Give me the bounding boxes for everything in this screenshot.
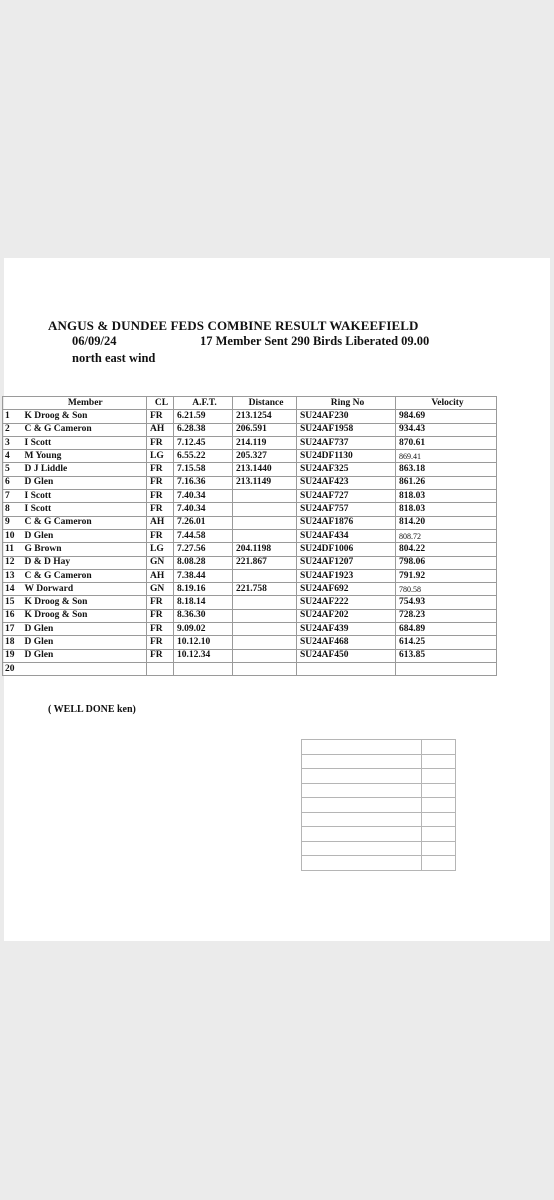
cell-arrival-time: 8.08.28 xyxy=(174,556,233,569)
cell-ring-number xyxy=(297,662,396,675)
cell-class: LG xyxy=(147,543,174,556)
cell-arrival-time xyxy=(174,662,233,675)
cell-arrival-time: 8.19.16 xyxy=(174,583,233,596)
cell-position: 6 xyxy=(3,476,22,489)
cell-member: M Young xyxy=(22,450,147,463)
cell-ring-number: SU24AF1876 xyxy=(297,516,396,529)
cell-class xyxy=(147,662,174,675)
column-header-cl: CL xyxy=(147,397,174,410)
cell-member: D & D Hay xyxy=(22,556,147,569)
cell-class: FR xyxy=(147,463,174,476)
cell-velocity: 861.26 xyxy=(396,476,497,489)
cell-position: 12 xyxy=(3,556,22,569)
blank-row xyxy=(302,841,456,856)
table-row xyxy=(3,569,497,582)
cell-member: K Droog & Son xyxy=(22,609,147,622)
cell-distance: 221.867 xyxy=(233,556,297,569)
cell-member: D Glen xyxy=(22,649,147,662)
table-row xyxy=(3,662,497,675)
cell-position: 17 xyxy=(3,623,22,636)
cell-arrival-time: 7.12.45 xyxy=(174,436,233,449)
cell-member: D Glen xyxy=(22,476,147,489)
cell-arrival-time: 6.21.59 xyxy=(174,410,233,423)
table-row xyxy=(3,636,497,649)
congratulation-note: ( WELL DONE ken) xyxy=(48,704,136,715)
table-row xyxy=(3,503,497,516)
race-date: 06/09/24 xyxy=(72,334,117,348)
cell-distance xyxy=(233,503,297,516)
cell-arrival-time: 10.12.10 xyxy=(174,636,233,649)
document-page xyxy=(4,258,550,941)
cell-member: I Scott xyxy=(22,503,147,516)
blank-cell xyxy=(422,827,456,842)
blank-cell xyxy=(302,841,422,856)
cell-distance: 214.119 xyxy=(233,436,297,449)
blank-row xyxy=(302,856,456,871)
table-row xyxy=(3,543,497,556)
cell-ring-number: SU24AF202 xyxy=(297,609,396,622)
cell-distance xyxy=(233,569,297,582)
blank-row xyxy=(302,798,456,813)
column-header-velocity: Velocity xyxy=(396,397,497,410)
cell-member: D J Liddle xyxy=(22,463,147,476)
cell-position: 11 xyxy=(3,543,22,556)
cell-velocity: 791.92 xyxy=(396,569,497,582)
cell-class: AH xyxy=(147,516,174,529)
results-table xyxy=(2,396,497,676)
cell-class: GN xyxy=(147,583,174,596)
cell-arrival-time: 7.40.34 xyxy=(174,503,233,516)
cell-class: FR xyxy=(147,503,174,516)
cell-position: 18 xyxy=(3,636,22,649)
cell-distance xyxy=(233,623,297,636)
cell-member: D Glen xyxy=(22,623,147,636)
cell-ring-number: SU24AF325 xyxy=(297,463,396,476)
blank-cell xyxy=(302,754,422,769)
cell-class: FR xyxy=(147,476,174,489)
cell-distance xyxy=(233,490,297,503)
cell-position: 15 xyxy=(3,596,22,609)
cell-member: C & G Cameron xyxy=(22,516,147,529)
cell-position: 9 xyxy=(3,516,22,529)
result-title: ANGUS & DUNDEE FEDS COMBINE RESULT WAKEEFIELD xyxy=(48,318,419,333)
cell-ring-number: SU24AF230 xyxy=(297,410,396,423)
cell-class: FR xyxy=(147,410,174,423)
cell-ring-number: SU24AF692 xyxy=(297,583,396,596)
cell-velocity: 728.23 xyxy=(396,609,497,622)
cell-position: 16 xyxy=(3,609,22,622)
cell-ring-number: SU24AF727 xyxy=(297,490,396,503)
cell-position: 20 xyxy=(3,662,22,675)
cell-position: 5 xyxy=(3,463,22,476)
cell-class: FR xyxy=(147,490,174,503)
column-header-distance: Distance xyxy=(233,397,297,410)
blank-cell xyxy=(302,812,422,827)
cell-ring-number: SU24AF1923 xyxy=(297,569,396,582)
cell-position: 19 xyxy=(3,649,22,662)
cell-ring-number: SU24AF757 xyxy=(297,503,396,516)
wind-note: north east wind xyxy=(72,351,156,365)
cell-velocity: 984.69 xyxy=(396,410,497,423)
cell-class: LG xyxy=(147,450,174,463)
cell-position: 13 xyxy=(3,569,22,582)
cell-distance xyxy=(233,596,297,609)
column-header-member: Member xyxy=(22,397,147,410)
table-row xyxy=(3,516,497,529)
cell-velocity: 863.18 xyxy=(396,463,497,476)
table-row xyxy=(3,623,497,636)
cell-position: 8 xyxy=(3,503,22,516)
table-row xyxy=(3,649,497,662)
blank-cell xyxy=(422,769,456,784)
cell-ring-number: SU24AF468 xyxy=(297,636,396,649)
blank-cell xyxy=(302,740,422,755)
blank-cell xyxy=(422,856,456,871)
blank-row xyxy=(302,740,456,755)
cell-member: G Brown xyxy=(22,543,147,556)
blank-cell xyxy=(422,841,456,856)
cell-arrival-time: 8.36.30 xyxy=(174,609,233,622)
blank-cell xyxy=(302,783,422,798)
results-body xyxy=(3,410,497,676)
cell-velocity: 870.61 xyxy=(396,436,497,449)
blank-row xyxy=(302,812,456,827)
blank-cell xyxy=(422,754,456,769)
cell-arrival-time: 7.40.34 xyxy=(174,490,233,503)
cell-class: FR xyxy=(147,609,174,622)
cell-position: 4 xyxy=(3,450,22,463)
cell-velocity: 754.93 xyxy=(396,596,497,609)
cell-velocity: 814.20 xyxy=(396,516,497,529)
cell-arrival-time: 8.18.14 xyxy=(174,596,233,609)
cell-ring-number: SU24AF222 xyxy=(297,596,396,609)
cell-ring-number: SU24AF737 xyxy=(297,436,396,449)
cell-member: D Glen xyxy=(22,636,147,649)
table-row xyxy=(3,410,497,423)
cell-arrival-time: 9.09.02 xyxy=(174,623,233,636)
blank-cell xyxy=(302,856,422,871)
blank-row xyxy=(302,827,456,842)
cell-ring-number: SU24AF1958 xyxy=(297,423,396,436)
cell-velocity: 818.03 xyxy=(396,503,497,516)
cell-distance xyxy=(233,609,297,622)
cell-arrival-time: 7.26.01 xyxy=(174,516,233,529)
cell-velocity: 798.06 xyxy=(396,556,497,569)
cell-position: 3 xyxy=(3,436,22,449)
table-row xyxy=(3,463,497,476)
blank-cell xyxy=(422,740,456,755)
table-row xyxy=(3,423,497,436)
blank-cell xyxy=(302,769,422,784)
blank-cell xyxy=(302,827,422,842)
cell-class: FR xyxy=(147,436,174,449)
cell-ring-number: SU24AF434 xyxy=(297,529,396,542)
cell-member: C & G Cameron xyxy=(22,423,147,436)
cell-class: AH xyxy=(147,423,174,436)
cell-ring-number: SU24AF450 xyxy=(297,649,396,662)
cell-position: 2 xyxy=(3,423,22,436)
cell-arrival-time: 6.28.38 xyxy=(174,423,233,436)
cell-velocity: 780.58 xyxy=(396,583,497,596)
cell-member: I Scott xyxy=(22,436,147,449)
cell-class: FR xyxy=(147,623,174,636)
cell-distance xyxy=(233,662,297,675)
cell-distance: 213.1254 xyxy=(233,410,297,423)
cell-class: FR xyxy=(147,636,174,649)
cell-arrival-time: 7.44.58 xyxy=(174,529,233,542)
cell-member xyxy=(22,662,147,675)
cell-distance: 204.1198 xyxy=(233,543,297,556)
cell-ring-number: SU24AF423 xyxy=(297,476,396,489)
cell-arrival-time: 6.55.22 xyxy=(174,450,233,463)
table-row xyxy=(3,609,497,622)
cell-class: GN xyxy=(147,556,174,569)
cell-distance: 206.591 xyxy=(233,423,297,436)
table-row xyxy=(3,596,497,609)
table-row xyxy=(3,476,497,489)
cell-class: AH xyxy=(147,569,174,582)
cell-distance xyxy=(233,529,297,542)
cell-position: 7 xyxy=(3,490,22,503)
cell-arrival-time: 7.27.56 xyxy=(174,543,233,556)
table-row xyxy=(3,556,497,569)
cell-member: K Droog & Son xyxy=(22,596,147,609)
cell-member: D Glen xyxy=(22,529,147,542)
column-header-ring-no: Ring No xyxy=(297,397,396,410)
blank-row xyxy=(302,783,456,798)
table-row xyxy=(3,529,497,542)
cell-arrival-time: 10.12.34 xyxy=(174,649,233,662)
table-row xyxy=(3,450,497,463)
cell-class: FR xyxy=(147,596,174,609)
cell-arrival-time: 7.15.58 xyxy=(174,463,233,476)
blank-row xyxy=(302,754,456,769)
cell-class: FR xyxy=(147,649,174,662)
cell-arrival-time: 7.38.44 xyxy=(174,569,233,582)
cell-arrival-time: 7.16.36 xyxy=(174,476,233,489)
cell-ring-number: SU24AF439 xyxy=(297,623,396,636)
cell-velocity: 804.22 xyxy=(396,543,497,556)
cell-distance xyxy=(233,516,297,529)
column-header-no xyxy=(3,397,22,410)
cell-distance: 213.1440 xyxy=(233,463,297,476)
cell-member: W Dorward xyxy=(22,583,147,596)
column-header-aft: A.F.T. xyxy=(174,397,233,410)
cell-distance xyxy=(233,636,297,649)
cell-member: C & G Cameron xyxy=(22,569,147,582)
blank-grid xyxy=(301,739,456,871)
cell-velocity: 934.43 xyxy=(396,423,497,436)
cell-distance: 213.1149 xyxy=(233,476,297,489)
cell-position: 14 xyxy=(3,583,22,596)
cell-ring-number: SU24DF1130 xyxy=(297,450,396,463)
table-header-row xyxy=(3,397,497,410)
cell-velocity: 869.41 xyxy=(396,450,497,463)
cell-velocity: 818.03 xyxy=(396,490,497,503)
cell-distance: 221.758 xyxy=(233,583,297,596)
cell-velocity: 614.25 xyxy=(396,636,497,649)
cell-velocity: 684.89 xyxy=(396,623,497,636)
cell-ring-number: SU24AF1207 xyxy=(297,556,396,569)
cell-class: FR xyxy=(147,529,174,542)
blank-cell xyxy=(422,812,456,827)
table-row xyxy=(3,583,497,596)
cell-member: K Droog & Son xyxy=(22,410,147,423)
cell-ring-number: SU24DF1006 xyxy=(297,543,396,556)
cell-distance: 205.327 xyxy=(233,450,297,463)
cell-position: 10 xyxy=(3,529,22,542)
blank-cell xyxy=(302,798,422,813)
table-row xyxy=(3,436,497,449)
cell-member: I Scott xyxy=(22,490,147,503)
cell-distance xyxy=(233,649,297,662)
cell-velocity xyxy=(396,662,497,675)
cell-velocity: 808.72 xyxy=(396,529,497,542)
table-row xyxy=(3,490,497,503)
blank-cell xyxy=(422,798,456,813)
cell-position: 1 xyxy=(3,410,22,423)
blank-cell xyxy=(422,783,456,798)
cell-velocity: 613.85 xyxy=(396,649,497,662)
race-summary: 17 Member Sent 290 Birds Liberated 09.00 xyxy=(200,334,430,348)
blank-row xyxy=(302,769,456,784)
